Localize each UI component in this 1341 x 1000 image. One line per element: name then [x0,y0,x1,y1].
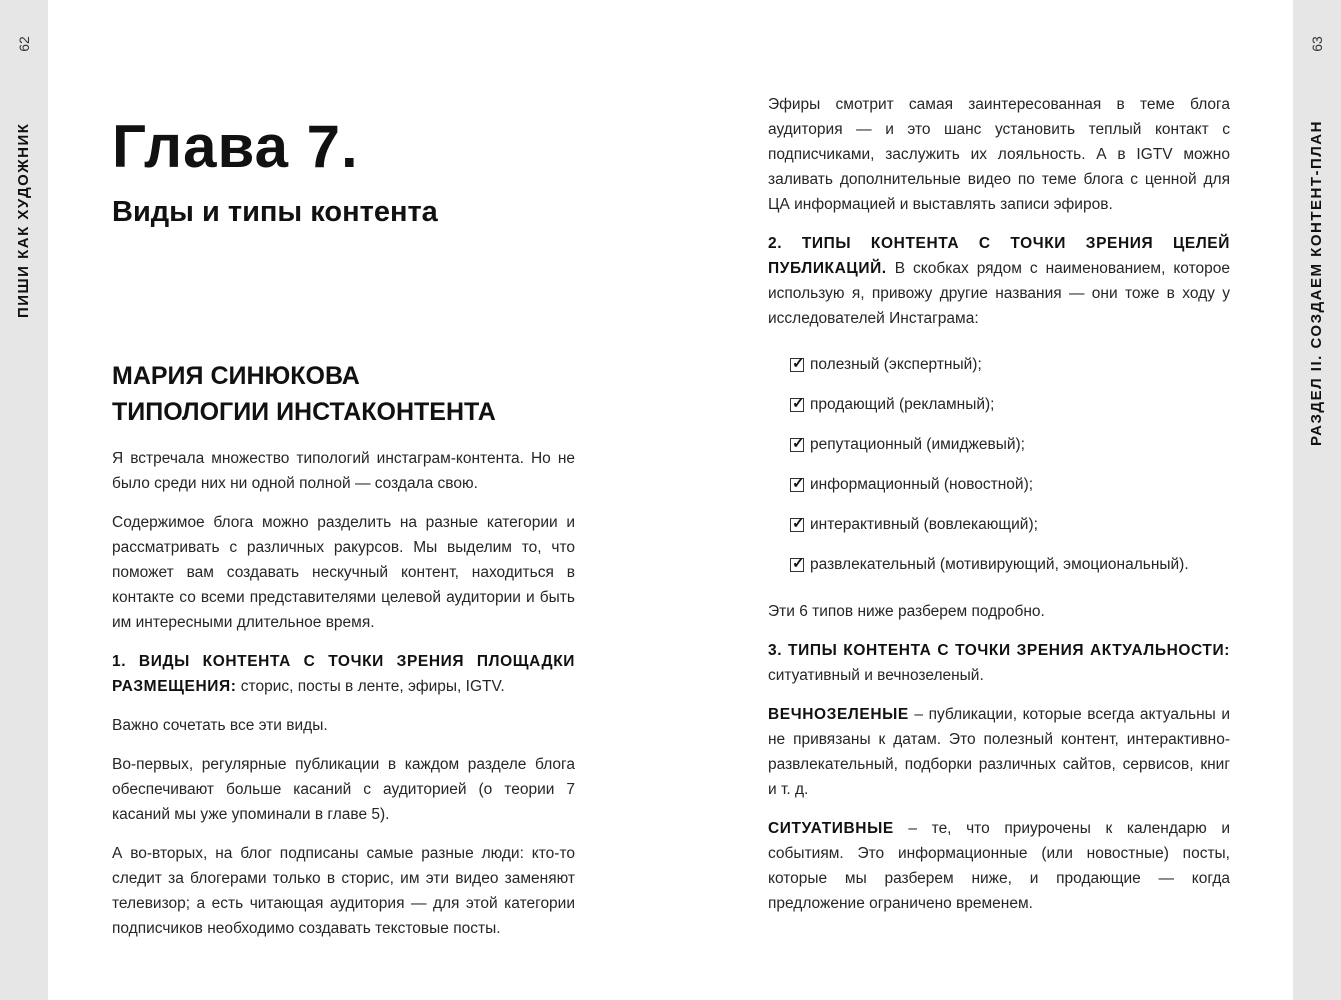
checkbox-checked-icon [790,518,804,532]
section-1-heading: 1. ВИДЫ КОНТЕНТА С ТОЧКИ ЗРЕНИЯ ПЛОЩАДКИ РАЗМЕЩЕНИЯ: [112,653,575,695]
checklist-item: ✓ продающий (рекламный); [790,393,1230,417]
left-margin-strip [0,0,48,1000]
checklist-item: ✓ информационный (новостной); [790,473,1230,497]
right-margin-strip [1293,0,1341,1000]
section-3-heading: 3. ТИПЫ КОНТЕНТА С ТОЧКИ ЗРЕНИЯ АКТУАЛЬНОСТИ: [768,642,1230,659]
section-1 [112,649,575,699]
section-2-text: В скобках рядом с наименованием, которое использую я, привожу другие названия — они тоже в ходу у исследователей Инстаграма: [768,260,1230,327]
chapter-subtitle: Виды и типы контента [112,196,438,228]
author-heading [112,358,496,430]
checklist-item: ✓ интерактивный (вовлекающий); [790,513,1230,537]
paragraph: А во-вторых, на блог подписаны самые разные люди: кто-то следит за блогерами только в сторис, им эти видео заменяют телевизор; а есть читающая аудитория — для этой категории подписчиков необходимо создавать текстовые посты. [112,845,575,937]
right-page-number: 63 [1309,36,1325,52]
paragraph: Я встречала множество типологий инстаграм-контента. Но не было среди них ни одной полной — создала свою. [112,450,575,492]
section-2 [768,231,1230,331]
left-running-title: ПИШИ КАК ХУДОЖНИК [15,122,32,318]
situational-text: – те, что приурочены к календарю и событиям. Это информационные (или новостные) посты, которые мы разберем ниже, и продающие — когда предложение ограничено временем. [768,820,1230,912]
checklist-item: ✓ полезный (экспертный); [790,353,1230,377]
section-1-text: сторис, посты в ленте, эфиры, IGTV. [236,678,505,695]
checklist-item: ✓ репутационный (имиджевый); [790,433,1230,457]
checklist-item: ✓ развлекательный (мотивирующий, эмоциональный). [790,553,1230,577]
paragraph: Содержимое блога можно разделить на разные категории и рассматривать с различных ракурсов. Мы выделим то, что поможет вам создавать нескучный контент, находиться в контакте со всеми представителями целевой аудитории и быть им интересными длительное время. [112,514,575,631]
paragraph: Важно сочетать все эти виды. [112,717,328,734]
evergreen-definition [768,702,1230,802]
checkbox-checked-icon [790,478,804,492]
section-3-text: ситуативный и вечнозеленый. [768,667,984,684]
evergreen-term: ВЕЧНОЗЕЛЕНЫЕ [768,706,909,723]
content-types-checklist [790,353,1230,577]
section-title: ТИПОЛОГИИ ИНСТАКОНТЕНТА [112,398,496,426]
right-running-title: РАЗДЕЛ II. СОЗДАЕМ КОНТЕНТ-ПЛАН [1308,120,1325,446]
left-page-number: 62 [16,36,32,52]
paragraph: Эти 6 типов ниже разберем подробно. [768,603,1045,620]
paragraph: Во-первых, регулярные публикации в каждом разделе блога обеспечивают больше касаний с аудиторией (о теории 7 касаний мы уже упоминали в главе 5). [112,756,575,823]
checkbox-checked-icon [790,558,804,572]
checkbox-checked-icon [790,398,804,412]
checkbox-checked-icon [790,438,804,452]
checkbox-checked-icon [790,358,804,372]
chapter-title: Глава 7. [112,113,359,180]
situational-definition [768,816,1230,916]
author-name: МАРИЯ СИНЮКОВА [112,362,360,390]
right-body [768,92,1230,930]
section-3 [768,638,1230,688]
left-body [112,446,575,955]
evergreen-text: – публикации, которые всегда актуальны и не привязаны к датам. Это полезный контент, интерактивно-развлекательный, подборки различных сайтов, сервисов, книг и т. д. [768,706,1230,798]
paragraph: Эфиры смотрит самая заинтересованная в теме блога аудитория — и это шанс установить теплый контакт с подписчиками, заслужить их лояльность. А в IGTV можно заливать дополнительные видео по теме блога с ценной для ЦА информацией и выставлять записи эфиров. [768,96,1230,213]
section-2-heading: 2. ТИПЫ КОНТЕНТА С ТОЧКИ ЗРЕНИЯ ЦЕЛЕЙ ПУБЛИКАЦИЙ. [768,235,1230,277]
situational-term: СИТУАТИВНЫЕ [768,820,894,837]
